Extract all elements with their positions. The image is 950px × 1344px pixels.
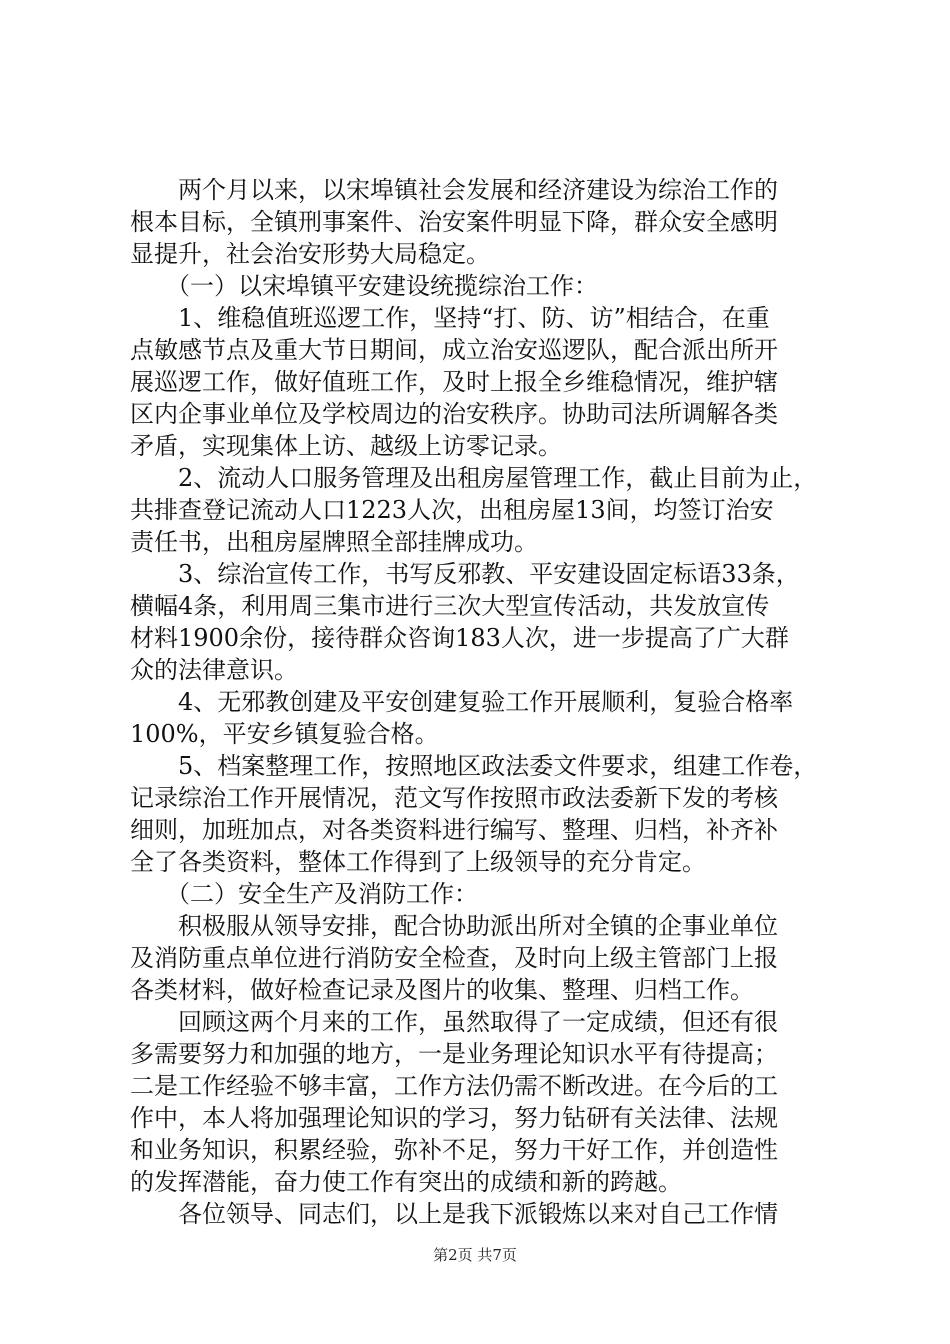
text-line: 展巡逻工作，做好值班工作，及时上报全乡维稳情况，维护辖	[130, 368, 778, 396]
text-line: 1、维稳值班巡逻工作，坚持“打、防、访”相结合，在重	[130, 304, 770, 332]
text-line: 点敏感节点及重大节日期间，成立治安巡逻队，配合派出所开	[130, 336, 778, 364]
text-line: 区内企事业单位及学校周边的治安秩序。协助司法所调解各类	[130, 400, 778, 428]
page-footer: 第2页 共7页	[433, 1246, 517, 1264]
text-line: 的发挥潜能，奋力使工作有突出的成绩和新的跨越。	[130, 1168, 682, 1196]
text-line: 100%，平安乡镇复验合格。	[130, 720, 439, 748]
text-line: 各类材料，做好检查记录及图片的收集、整理、归档工作。	[130, 976, 754, 1004]
text-line: 责任书，出租房屋牌照全部挂牌成功。	[130, 528, 538, 556]
text-line: 和业务知识，积累经验，弥补不足，努力干好工作，并创造性	[130, 1136, 778, 1164]
text-line: 回顾这两个月来的工作，虽然取得了一定成绩，但还有很	[130, 1008, 778, 1036]
text-line: 积极服从领导安排，配合协助派出所对全镇的企事业单位	[130, 912, 778, 940]
text-line: 共排查登记流动人口1223人次，出租房屋13间，均签订治安	[130, 496, 774, 524]
text-line: 多需要努力和加强的地方，一是业务理论知识水平有待提高；	[130, 1040, 778, 1068]
section-heading-2: （二）安全生产及消防工作：	[130, 880, 478, 908]
text-line: 二是工作经验不够丰富，工作方法仍需不断改进。在今后的工	[130, 1072, 778, 1100]
document-body	[130, 174, 830, 1230]
text-line: 矛盾，实现集体上访、越级上访零记录。	[130, 432, 562, 460]
text-line: 材料1900余份，接待群众咨询183人次，进一步提高了广大群	[130, 624, 789, 652]
text-line: 显提升，社会治安形势大局稳定。	[130, 240, 490, 268]
text-line: 5、档案整理工作，按照地区政法委文件要求，组建工作卷，	[130, 752, 818, 780]
text-line: 记录综治工作开展情况，范文写作按照市政法委新下发的考核	[130, 784, 778, 812]
text-line: 根本目标，全镇刑事案件、治安案件明显下降，群众安全感明	[130, 208, 778, 236]
section-heading-1: （一）以宋埠镇平安建设统揽综治工作：	[130, 272, 598, 300]
text-line: 全了各类资料，整体工作得到了上级领导的充分肯定。	[130, 848, 706, 876]
text-line: 4、无邪教创建及平安创建复验工作开展顺利，复验合格率	[130, 688, 794, 716]
text-line: 横幅4条，利用周三集市进行三次大型宣传活动，共发放宣传	[130, 592, 770, 620]
text-line: 细则，加班加点，对各类资料进行编写、整理、归档，补齐补	[130, 816, 778, 844]
text-line: 众的法律意识。	[130, 656, 298, 684]
text-line: 3、综治宣传工作，书写反邪教、平安建设固定标语33条，	[130, 560, 800, 588]
text-line: 各位领导、同志们，以上是我下派锻炼以来对自己工作情	[130, 1200, 778, 1228]
text-line: 及消防重点单位进行消防安全检查，及时向上级主管部门上报	[130, 944, 778, 972]
text-line: 两个月以来，以宋埠镇社会发展和经济建设为综治工作的	[130, 176, 778, 204]
text-line: 作中，本人将加强理论知识的学习，努力钻研有关法律、法规	[130, 1104, 778, 1132]
text-line: 2、流动人口服务管理及出租房屋管理工作，截止目前为止，	[130, 464, 818, 492]
